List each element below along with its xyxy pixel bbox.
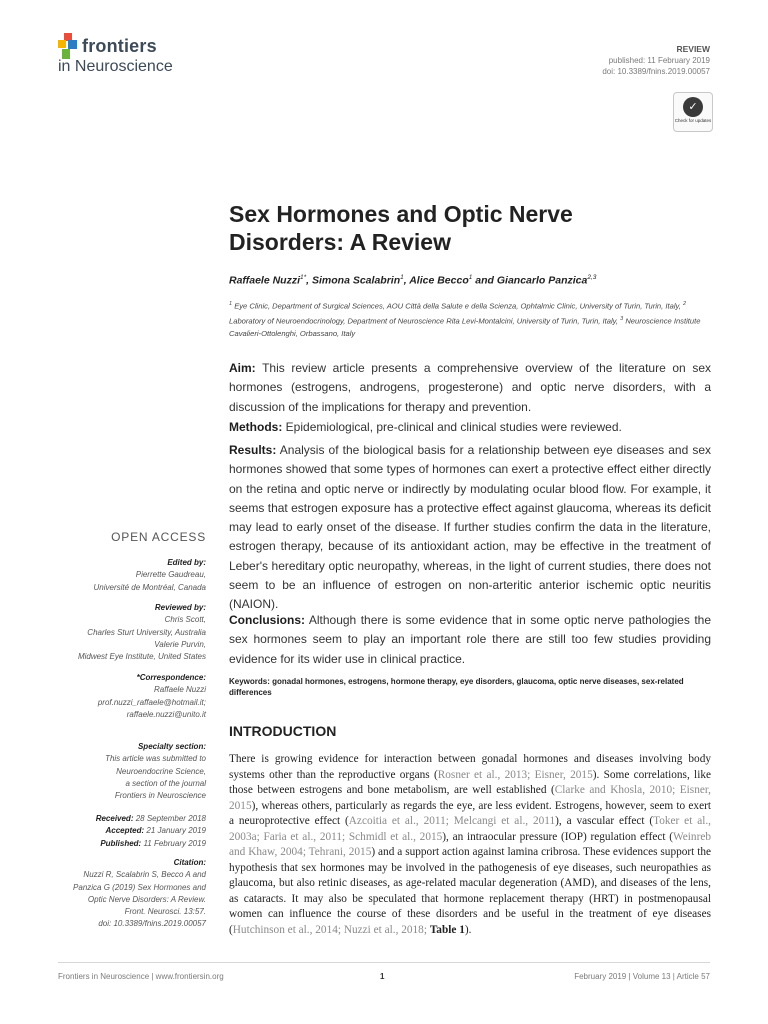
reviewed-by-label: Reviewed by:	[154, 603, 206, 612]
author-name[interactable]: Raffaele Nuzzi	[229, 274, 300, 287]
sidebar-line: Nuzzi R, Scalabrin S, Becco A and	[83, 870, 206, 880]
affiliation-sup: 1	[229, 301, 233, 307]
article-type: REVIEW	[676, 44, 710, 54]
edited-by-block	[36, 557, 206, 594]
footer-issue-info: February 2019 | Volume 13 | Article 57	[574, 972, 710, 981]
author-sup: 2,3	[587, 274, 597, 281]
intro-text-segment: ) and a support action against lamina cribrosa. These evidences support the hypothesis that sex hormones may be involved in the pathogenesis of eye diseases, such neuropathies as glaucoma, but also retinic diseases, as age-related macular degeneration (AMD), and diseases of the lens, as cataracts. It may also be speculated that hormone replacement therapy (HRT) in postmenopausal women can influence the course of these disorders and be useful in the treatment of eye diseases (	[229, 846, 712, 936]
sidebar-line: Chris Scott,	[164, 615, 206, 625]
abstract-methods	[229, 418, 711, 437]
sidebar-line: Panzica G (2019) Sex Hormones and	[73, 882, 206, 892]
affiliations	[229, 298, 714, 340]
introduction-paragraph	[229, 752, 711, 938]
abstract-methods-text: Epidemiological, pre-clinical and clinical studies were reviewed.	[285, 420, 622, 434]
article-title: Sex Hormones and Optic Nerve Disorders: A Review	[229, 201, 573, 255]
specialty-section-block	[36, 741, 206, 802]
frontiers-logo-icon	[58, 33, 80, 61]
date-accepted	[36, 825, 206, 837]
date-value: 11 February 2019	[143, 838, 206, 848]
logo-word-frontiers: frontiers	[82, 36, 157, 56]
intro-text-segment: ). Some correlations, like those between estrogens and bone metabolism, are well established (	[229, 768, 711, 796]
citation-link[interactable]: Clarke and Khosla, 2010; Eisner, 2015	[229, 784, 712, 812]
date-published	[36, 838, 206, 850]
date-label: Published:	[100, 838, 142, 848]
journal-logo[interactable]	[58, 33, 228, 81]
correspondence-label: *Correspondence:	[136, 673, 206, 682]
author-name[interactable]: Simona Scalabrin	[312, 274, 401, 287]
article-doi[interactable]: doi: 10.3389/fnins.2019.00057	[602, 67, 710, 76]
correspondence-block	[36, 672, 206, 721]
bookmark-icon: ✓	[683, 97, 703, 117]
author-sup: 1	[468, 274, 473, 281]
abstract-results	[229, 441, 711, 615]
date-value: 28 September 2018	[135, 814, 206, 823]
footer-divider	[58, 962, 710, 963]
affiliation-text: Laboratory of Neuroendocrinology, Department of Neuroscience Rita Levi-Montalcini, University of Turin, Turin, Italy,	[229, 316, 618, 326]
date-received	[36, 813, 206, 825]
sidebar-line: This article was submitted to	[105, 754, 206, 764]
abstract-methods-label: Methods:	[229, 420, 283, 434]
abstract-aim	[229, 359, 711, 417]
sidebar-line: Université de Montréal, Canada	[93, 582, 206, 592]
citation-block	[36, 857, 206, 931]
sidebar-line: Optic Nerve Disorders: A Review.	[87, 894, 206, 904]
author-name[interactable]: Giancarlo Panzica	[496, 274, 588, 287]
check-for-updates-label: Check for updates	[674, 118, 712, 123]
reviewed-by-block	[36, 602, 206, 663]
abstract-conclusions	[229, 611, 711, 669]
sidebar-line: Valerie Purvin,	[154, 639, 206, 649]
affiliation-sup: 3	[620, 315, 624, 322]
citation-doi[interactable]: doi: 10.3389/fnins.2019.00057	[98, 919, 206, 929]
intro-text-segment: There is growing evidence for interaction between gonadal hormones and diseases involving body systems other than the reproductive organs (	[229, 753, 711, 781]
page-number: 1	[380, 972, 385, 981]
intro-text-segment: ), an intraocular pressure (IOP) regulation effect (	[442, 830, 674, 843]
specialty-section-label: Specialty section:	[137, 742, 206, 751]
author-sup: 1	[400, 274, 404, 281]
intro-text-segment: ).	[464, 923, 472, 936]
author-list: Raffaele Nuzzi$^{1*}$, Simona Scalabrin$^1$, Alice Becco$^1$ and Giancarlo Panzica$^{2,3}$	[229, 274, 597, 287]
abstract-conclusions-text: Although there is some evidence that in some optic nerve pathologies the sex hormones seem to play an important role there are still too few studies providing evidence for its wider use in clinical practice.	[229, 613, 712, 666]
footer-journal-link[interactable]: Frontiers in Neuroscience | www.frontiersin.org	[58, 972, 224, 981]
open-access-label: OPEN ACCESS	[111, 530, 206, 544]
intro-text-segment: ), whereas others, particularly as regards the eye, are less evident. Estrogens, however, seem to exert a neuroprotective effect (	[229, 799, 711, 827]
published-date: published: 11 February 2019	[608, 56, 710, 65]
citation-label: Citation:	[173, 858, 206, 867]
correspondence-email[interactable]: prof.nuzzi_raffaele@hotmail.it;	[97, 697, 206, 707]
check-for-updates-badge[interactable]	[673, 92, 713, 132]
citation-link[interactable]: Rosner et al., 2013; Eisner, 2015	[437, 768, 593, 781]
date-label: Accepted:	[105, 826, 145, 836]
author-name[interactable]: Alice Becco	[409, 274, 469, 287]
dates-block	[36, 813, 206, 850]
section-heading-introduction: INTRODUCTION	[229, 723, 337, 739]
sidebar-line: Front. Neurosci. 13:57.	[124, 907, 206, 917]
correspondence-email[interactable]: raffaele.nuzzi@unito.it	[126, 709, 206, 719]
affiliation-sup: 2	[682, 301, 687, 307]
intro-text-segment: ), a vascular effect (	[555, 815, 654, 827]
affiliation-text: Neuroscience Institute Cavalieri-Ottolenghi, Orbassano, Italy	[229, 316, 701, 339]
date-value: 21 January 2019	[146, 826, 206, 836]
abstract-aim-text: This review article presents a comprehensive overview of the literature on sex hormones (estrogens, androgens, progesterone) and optic nerve disorders, with a discussion of the implications for therapy and prevention.	[229, 361, 711, 414]
abstract-results-text: Analysis of the biological basis for a relationship between eye diseases and sex hormones showed that some types of hormones can exert a protective effect either directly on the retina and optic nerve or indirectly by modulating ocular blood flow. For example, it seems that estrogen exposure has a protective effect against glaucoma, whereas its deficit may lead to early onset of the disease. If further studies confirm the data in the literature, estrogen therapy, because of its antioxidant action, may be effective in the treatment of Leber's hereditary optic neuropathy, whereas, in the light of current studies, there does not seem to be an influence of estrogen on non-arteritic anterior ischemic optic neuritis (NAION).	[229, 443, 712, 612]
abstract-aim-label: Aim:	[229, 361, 256, 375]
sidebar-line: Midwest Eye Institute, United States	[77, 652, 206, 662]
logo-word-journal: in Neuroscience	[58, 58, 173, 75]
table-reference-link[interactable]: Table 1	[429, 923, 465, 936]
article-meta	[602, 44, 710, 77]
date-label: Received:	[95, 814, 134, 823]
sidebar-line: Raffaele Nuzzi	[153, 685, 206, 695]
sidebar-line: Charles Sturt University, Australia	[87, 627, 206, 637]
keywords: Keywords: gonadal hormones, estrogens, hormone therapy, eye disorders, glaucoma, optic nerve diseases, sex-related differences	[229, 677, 684, 697]
sidebar-line: Neuroendocrine Science,	[116, 766, 206, 776]
author-sup: 1*	[300, 274, 307, 281]
abstract-results-label: Results:	[229, 443, 277, 457]
citation-link[interactable]: Hutchinson et al., 2014; Nuzzi et al., 2018;	[232, 923, 427, 936]
citation-link[interactable]: Weinreb and Khaw, 2004; Tehrani, 2015	[229, 830, 711, 858]
sidebar-line: Frontiers in Neuroscience	[114, 791, 206, 801]
citation-link[interactable]: Toker et al., 2003a; Faria et al., 2011; Schmidl et al., 2015	[229, 815, 711, 843]
citation-link[interactable]: Azcoitia et al., 2011; Melcangi et al., 2011	[348, 815, 556, 827]
sidebar-line: Pierrette Gaudreau,	[135, 570, 206, 580]
sidebar-line: a section of the journal	[125, 778, 206, 788]
edited-by-label: Edited by:	[167, 558, 206, 567]
abstract-conclusions-label: Conclusions:	[229, 613, 306, 627]
affiliation-text: Eye Clinic, Department of Surgical Sciences, AOU Città della Salute e della Scienza, Ophtalmic Clinic, University of Turin, Turin, Italy,	[234, 301, 681, 311]
